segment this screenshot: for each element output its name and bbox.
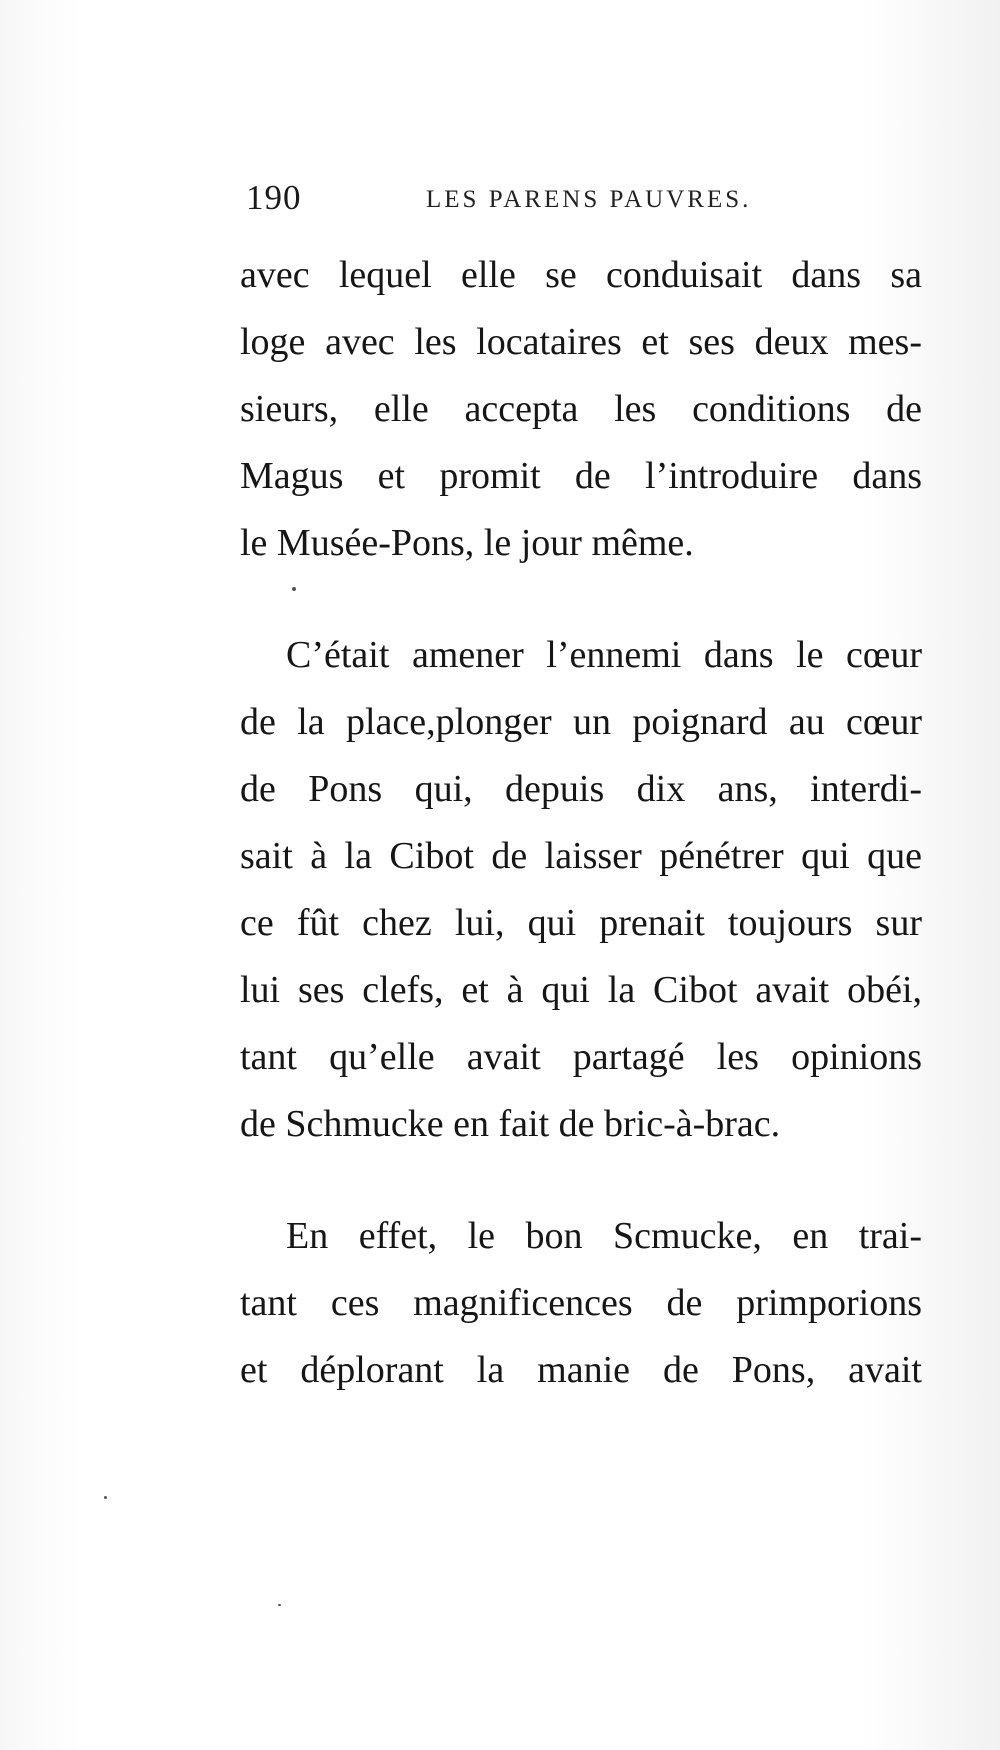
- text-line: En effet, le bon Scmucke, en trai-: [286, 1215, 922, 1257]
- paper-speck: [104, 1496, 107, 1499]
- text-line: tant qu’elle avait partagé les opinions: [240, 1036, 922, 1078]
- text-line: de Pons qui, depuis dix ans, interdi-: [240, 768, 922, 810]
- paragraph-3: [240, 1203, 922, 1404]
- paragraph-gap: [240, 1158, 922, 1203]
- text-line: de la place,plonger un poignard au cœur: [240, 701, 922, 743]
- text-line: loge avec les locataires et ses deux mes-: [240, 321, 922, 363]
- text-line: le Musée-Pons, le jour même.: [240, 522, 694, 564]
- running-title: LES PARENS PAUVRES.: [426, 186, 752, 213]
- text-line: tant ces magnificences de primporions: [240, 1282, 922, 1324]
- paragraph-gap: [240, 577, 922, 622]
- text-line: ce fût chez lui, qui prenait toujours sur: [240, 902, 922, 944]
- text-line: lui ses clefs, et à qui la Cibot avait obéi,: [240, 969, 922, 1011]
- paper-speck: [292, 587, 296, 591]
- body-text: [240, 242, 922, 1404]
- text-line: Magus et promit de l’introduire dans: [240, 455, 922, 497]
- text-line: de Schmucke en fait de bric-à-brac.: [240, 1103, 781, 1145]
- text-line: et déplorant la manie de Pons, avait: [240, 1349, 922, 1391]
- paper-speck: [278, 1604, 281, 1606]
- text-line: avec lequel elle se conduisait dans sa: [240, 254, 922, 296]
- text-line: C’était amener l’ennemi dans le cœur: [286, 634, 922, 676]
- page-header: [246, 178, 922, 218]
- text-line: sieurs, elle accepta les conditions de: [240, 388, 922, 430]
- paragraph-2: [240, 622, 922, 1158]
- paragraph-1: [240, 242, 922, 577]
- page-number: 190: [246, 178, 302, 217]
- text-line: sait à la Cibot de laisser pénétrer qui que: [240, 835, 922, 877]
